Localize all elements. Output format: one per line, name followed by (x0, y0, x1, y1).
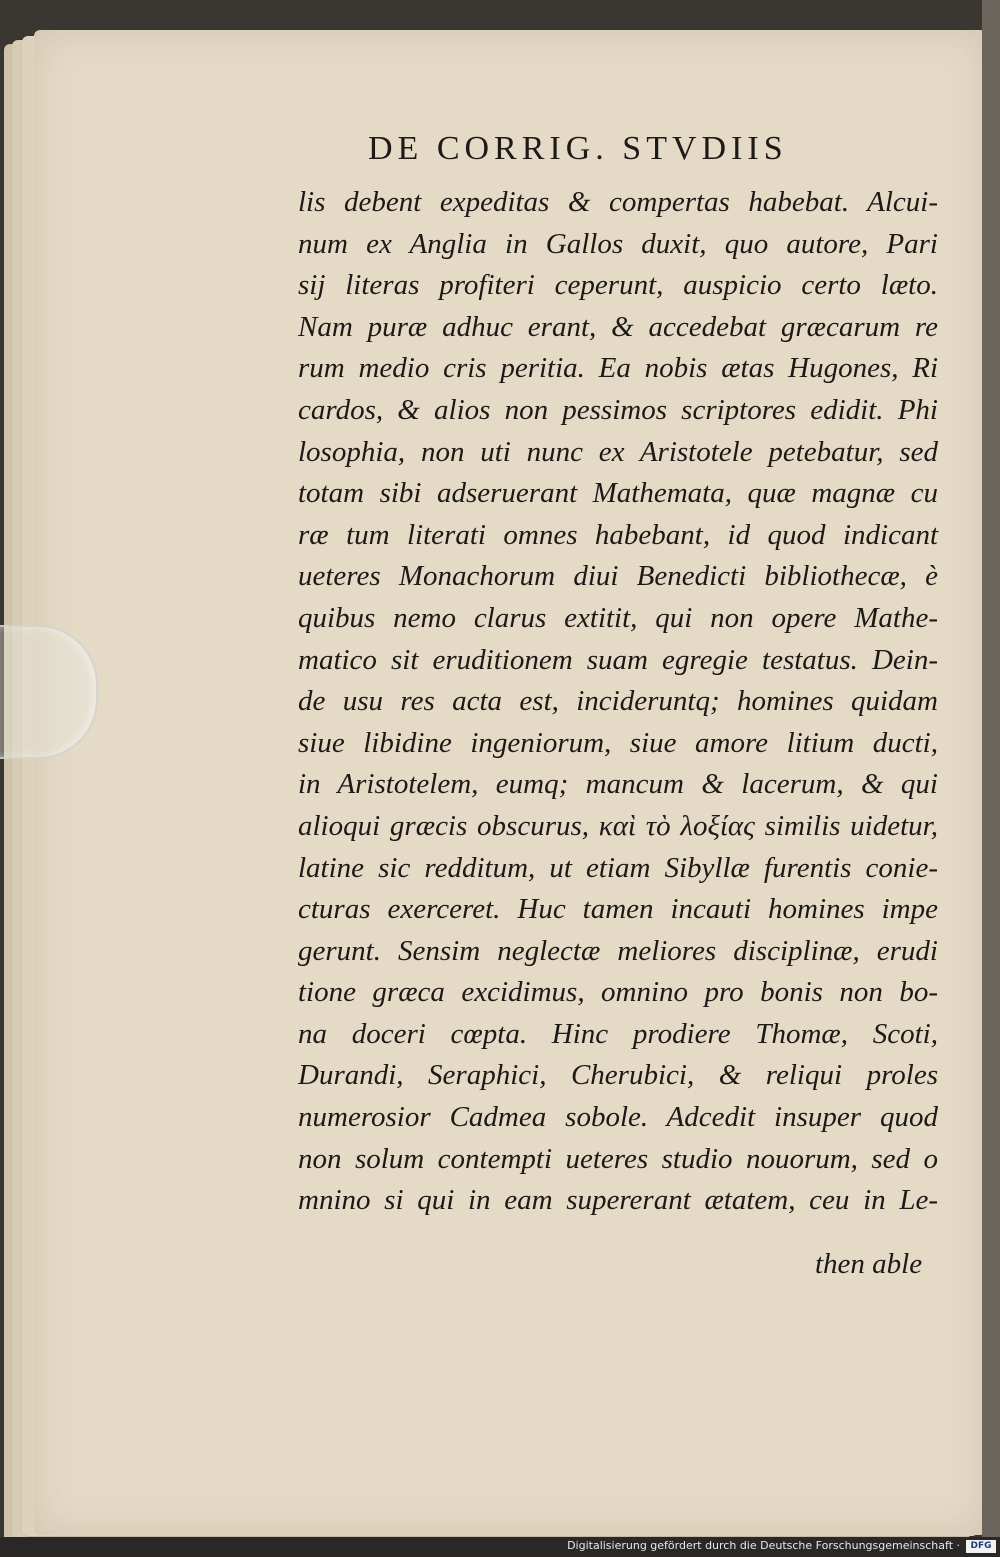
text-line: cturas exerceret. Huc tamen incauti homines impe (298, 893, 938, 926)
text-line: non solum contempti ueteres studio nouorum, sed o (298, 1142, 938, 1175)
text-line: rum medio cris peritia. Ea nobis ætas Hugones, Ri (298, 352, 938, 385)
text-line: na doceri cœpta. Hinc prodiere Thomæ, Scoti, (298, 1017, 938, 1050)
text-line: ræ tum literati omnes habebant, id quod indicant (298, 518, 938, 551)
text-line: latine sic redditum, ut etiam Sibyllæ furentis conie- (298, 851, 938, 884)
footer-bar (0, 1537, 1000, 1557)
dfg-logo: DFG (966, 1540, 996, 1553)
fore-edge (982, 0, 1000, 1557)
text-line: tione græca excidimus, omnino pro bonis non bo- (298, 976, 938, 1009)
text-line: cardos, & alios non pessimos scriptores edidit. Phi (298, 393, 938, 426)
text-line: gerunt. Sensim neglectæ meliores disciplinæ, erudi (298, 934, 938, 967)
text-line: numerosior Cadmea sobole. Adcedit insuper quod (298, 1101, 938, 1134)
text-line: totam sibi adseruerant Mathemata, quæ magnæ cu (298, 477, 938, 510)
text-line: Nam puræ adhuc erant, & accedebat græcarum re (298, 310, 938, 343)
text-line: num ex Anglia in Gallos duxit, quo autore, Pari (298, 227, 938, 260)
text-line: matico sit eruditionem suam egregie testatus. Dein- (298, 643, 938, 676)
text-line: lis debent expeditas & compertas habebat. Alcui- (298, 186, 938, 218)
body-text (298, 182, 938, 1222)
text-line: quibus nemo clarus extitit, qui non opere Mathe- (298, 601, 938, 634)
text-line: alioqui græcis obscurus, καὶ τὸ λοξίας similis uidetur, (298, 809, 938, 842)
text-line: in Aristotelem, eumq; mancum & lacerum, & qui (298, 768, 938, 801)
catchword: then able (815, 1248, 923, 1280)
text-line: siue libidine ingeniorum, siue amore litium ducti, (298, 726, 938, 759)
running-head: DE CORRIG. STVDIIS (368, 130, 788, 167)
text-line: Durandi, Seraphici, Cherubici, & reliqui proles (298, 1059, 938, 1092)
text-line: de usu res acta est, incideruntq; homines quidam (298, 685, 938, 718)
funding-credit: Digitalisierung gefördert durch die Deutsche Forschungsgemeinschaft · (567, 1539, 960, 1552)
text-line: sij literas profiteri ceperunt, auspicio certo læto. (298, 269, 938, 302)
text-line: losophia, non uti nunc ex Aristotele petebatur, sed (298, 435, 938, 468)
text-line: mnino si qui in eam supererant ætatem, ceu in Le- (298, 1184, 938, 1217)
text-line: ueteres Monachorum diui Benedicti bibliothecæ, è (298, 560, 938, 593)
